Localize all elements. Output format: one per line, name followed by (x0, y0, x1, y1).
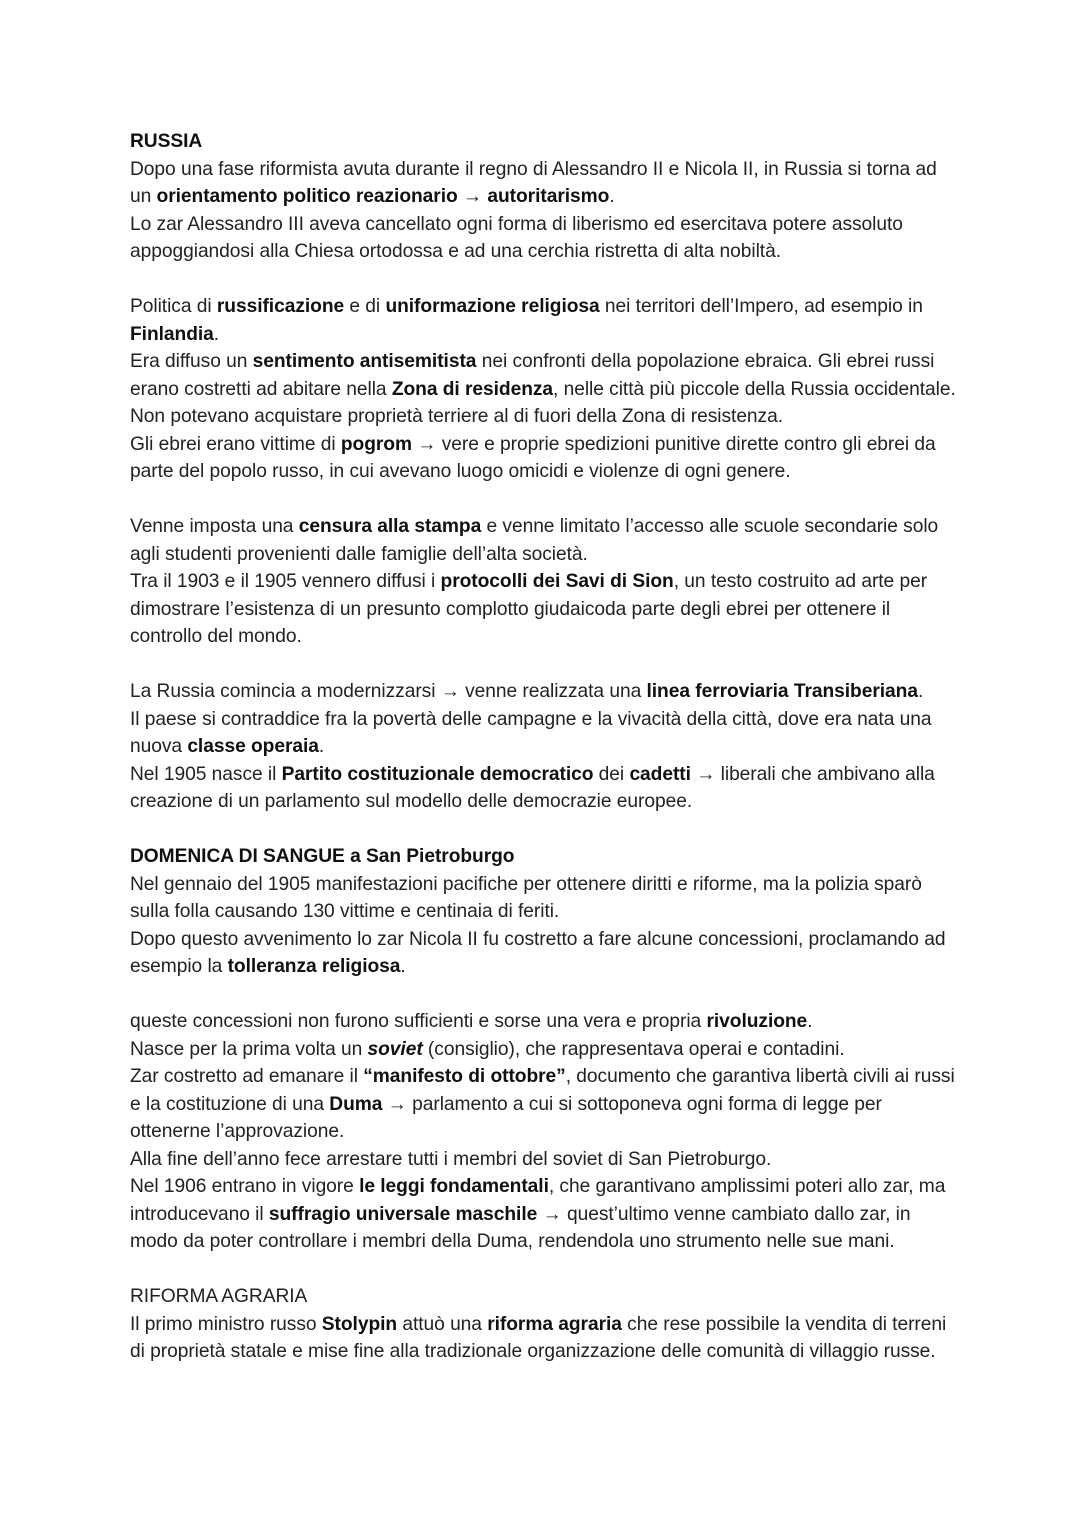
text-run: . (609, 186, 615, 207)
text-run: Il paese si contraddice fra la povertà delle campagne e la vivacità della città, dove era nata una nuova (130, 708, 932, 757)
text-run: La Russia comincia a modernizzarsi → venne realizzata una (130, 681, 647, 702)
paragraph (130, 1036, 960, 1064)
text-run: Il primo ministro russo (130, 1313, 322, 1335)
paragraph (130, 513, 960, 568)
text-run: Nel 1906 entrano in vigore (130, 1176, 360, 1197)
bold-term: suffragio universale maschile (268, 1203, 538, 1225)
text-run: , documento che garantiva libertà civili ai russi e la costituzione di una (130, 1066, 955, 1115)
bold-term: linea ferroviaria Transiberiana (646, 681, 918, 702)
text-run: dei (593, 763, 630, 785)
paragraph (130, 431, 960, 486)
bold-term: riforma agraria (487, 1313, 622, 1335)
paragraph-gap (130, 1256, 960, 1284)
bold-term: tolleranza religiosa (227, 956, 401, 977)
paragraph (130, 1173, 960, 1256)
text-run: (consiglio), che rappresentava operai e contadini. (422, 1038, 845, 1060)
text-run: . (917, 681, 924, 702)
text-run: nei confronti della popolazione ebraica. Gli ebrei russi erano costretti ad abitare nella (130, 351, 935, 400)
document-page (130, 128, 960, 1366)
text-run: attuò una (397, 1313, 488, 1335)
bold-term: “manifesto di ottobre” (363, 1066, 566, 1087)
paragraph (130, 1311, 960, 1366)
text-run: che rese possibile la vendita di terreni di proprietà statale e mise fine alla tradizionale organizzazione delle comunità di villaggio russe. (130, 1313, 947, 1362)
text-run: Nel 1905 nasce il (130, 763, 282, 785)
bold-term: pogrom (340, 433, 412, 455)
bold-term: Stolypin (321, 1313, 398, 1335)
text-run: Tra il 1903 e il 1905 vennero diffusi i (130, 571, 441, 592)
paragraph (130, 678, 960, 706)
paragraph (130, 1063, 960, 1146)
bold-term: rivoluzione (706, 1011, 808, 1032)
paragraph: Nel gennaio del 1905 manifestazioni pacifiche per ottenere diritti e riforme, ma la polizia sparò sulla folla causando 130 vittime e centinaia di feriti. (130, 873, 922, 922)
bold-term: le leggi fondamentali (359, 1176, 549, 1197)
bold-term: sentimento antisemitista (252, 351, 477, 372)
bold-term: Zona di residenza (391, 378, 554, 400)
paragraph (130, 926, 960, 981)
text-run: , che garantivano amplissimi poteri allo zar, ma introducevano il (130, 1176, 946, 1225)
text-run: → quest’ultimo venne cambiato dallo zar, in modo da poter controllare i membri della Duma, rendendola uno strumento nelle sue mani. (130, 1203, 911, 1252)
text-run: Venne imposta una (130, 516, 299, 537)
text-run: Dopo una fase riformista avuta durante il regno di Alessandro II e Nicola II, in Russia si torna ad un (130, 158, 937, 207)
paragraph (130, 348, 960, 431)
text-run: e venne limitato l’accesso alle scuole secondarie solo agli studenti provenienti dalle famiglie dell’alta società. (130, 516, 939, 565)
bold-term: protocolli dei Savi di Sion (440, 571, 674, 592)
bold-term: Partito costituzionale democratico (281, 763, 594, 785)
paragraph (130, 293, 960, 348)
paragraph (130, 156, 960, 211)
section-heading-riforma: RIFORMA AGRARIA (130, 1286, 308, 1307)
paragraph-gap (130, 981, 960, 1009)
bold-term: orientamento politico reazionario → autoritarismo (156, 186, 610, 207)
text-run: Nasce per la prima volta un (130, 1038, 368, 1060)
section-heading-russia: RUSSIA (130, 131, 203, 152)
bold-term: russificazione (216, 296, 345, 317)
bold-italic-term: soviet (367, 1038, 423, 1060)
text-run: queste concessioni non furono sufficienti e sorse una vera e propria (130, 1011, 707, 1032)
text-run: . (213, 323, 220, 345)
paragraph-gap (130, 816, 960, 844)
bold-term: Duma (329, 1093, 383, 1115)
text-run: Zar costretto ad emanare il (130, 1066, 364, 1087)
bold-term: cadetti (629, 763, 691, 785)
paragraph (130, 706, 960, 761)
text-run: , un testo costruito ad arte per dimostrare l’esistenza di un presunto complotto giudaicoda parte degli ebrei per ottenere il controllo del mondo. (130, 571, 928, 647)
paragraph (130, 1008, 960, 1036)
bold-term: censura alla stampa (298, 516, 482, 537)
bold-term: uniformazione religiosa (385, 296, 600, 317)
text-run: e di (344, 296, 386, 317)
paragraph (130, 761, 960, 816)
text-run: . (400, 956, 406, 977)
paragraph (130, 568, 960, 651)
text-run: Politica di (130, 296, 217, 317)
text-run: Era diffuso un (130, 351, 253, 372)
text-run: Gli ebrei erano vittime di (130, 433, 341, 455)
bold-term: classe operaia (187, 736, 319, 757)
text-run: . (807, 1011, 813, 1032)
text-run: → liberali che ambivano alla creazione di un parlamento sul modello delle democrazie europee. (130, 763, 935, 812)
bold-term: Finlandia (130, 323, 214, 345)
text-run: → vere e proprie spedizioni punitive dirette contro gli ebrei da parte del popolo russo, in cui avevano luogo omicidi e violenze di ogni genere. (130, 433, 936, 482)
paragraph: Lo zar Alessandro III aveva cancellato ogni forma di liberismo ed esercitava potere assoluto appoggiandosi alla Chiesa ortodossa e ad una cerchia ristretta di alta nobiltà. (130, 213, 903, 262)
text-run: , nelle città più piccole della Russia occidentale. Non potevano acquistare proprietà terriere al di fuori della Zona di resistenza. (130, 378, 956, 427)
paragraph-gap (130, 486, 960, 514)
paragraph-gap (130, 266, 960, 294)
paragraph-gap (130, 651, 960, 679)
paragraph: Alla fine dell’anno fece arrestare tutti i membri del soviet di San Pietroburgo. (130, 1148, 772, 1170)
text-run: Dopo questo avvenimento lo zar Nicola II fu costretto a fare alcune concessioni, proclamando ad esempio la (130, 928, 946, 977)
section-heading-domenica: DOMENICA DI SANGUE a San Pietroburgo (130, 846, 515, 867)
text-run: nei territori dell’Impero, ad esempio in (599, 296, 923, 317)
text-run: . (318, 736, 325, 757)
text-run: → parlamento a cui si sottoponeva ogni forma di legge per ottenerne l’approvazione. (130, 1093, 882, 1142)
